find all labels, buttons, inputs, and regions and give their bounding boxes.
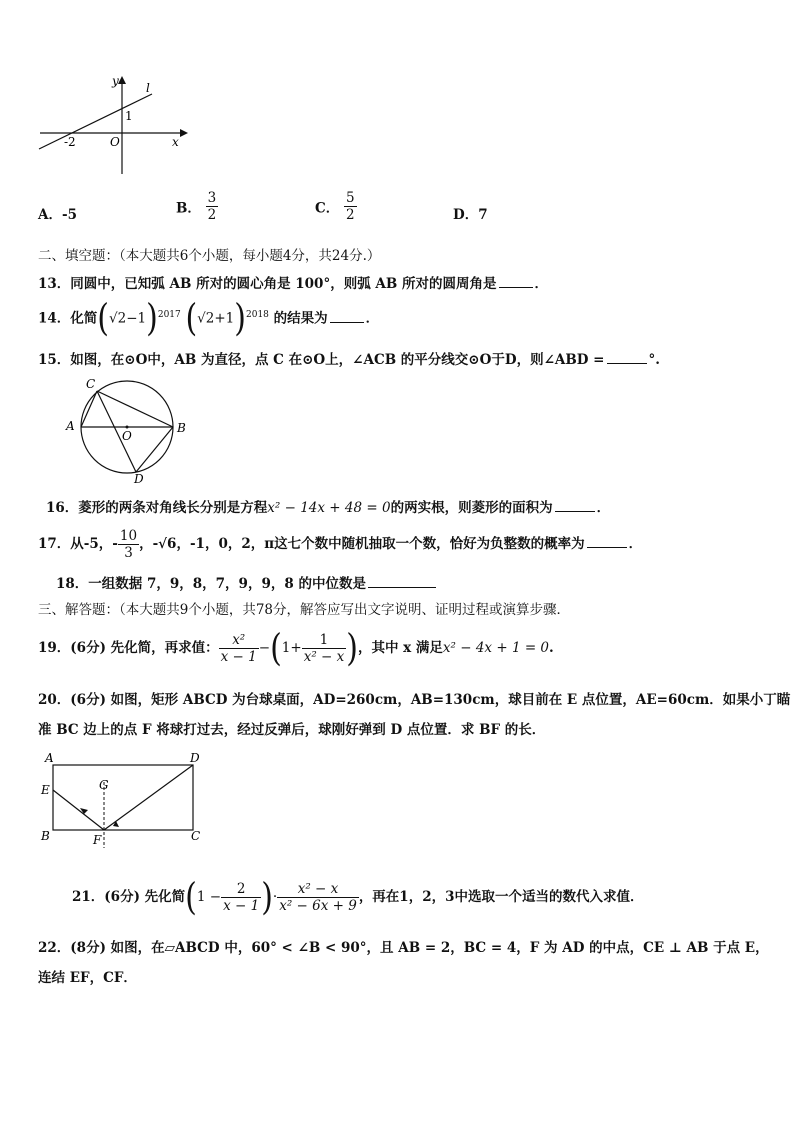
q19-minus: − <box>258 640 271 656</box>
q14-root2: √2 <box>197 310 215 327</box>
q19-end: . <box>549 640 554 656</box>
figure-billiard-table <box>36 748 216 852</box>
q19-f2-num: 1 <box>302 632 347 649</box>
q17-mid: ，-√6，-1，0，2，π这七个数中随机抽取一个数，恰好为负整数的概率为 <box>139 536 585 552</box>
q13-answer-blank <box>499 286 533 288</box>
q21-post: ，再在1，2，3中选取一个适当的数代入求值． <box>358 889 644 905</box>
q15-answer-blank <box>607 362 647 364</box>
section3-header: 三、解答题：（本大题共9个小题，共78分，解答应写出文字说明、证明过程或演算步骤． <box>38 602 571 618</box>
question-17 <box>38 524 642 564</box>
q19-post: ，其中 x 满足 <box>357 640 443 656</box>
question-20-line1: 20．(6分) 如图，矩形 ABCD 为台球桌面，AD=260cm，AB=130cm，球目前在 E 点位置，AE=60cm．如果小丁瞄 <box>38 692 791 708</box>
table-point-b: B <box>41 829 50 843</box>
q19-f1-den: x − 1 <box>220 649 257 665</box>
q21-one-minus: 1 − <box>196 889 222 905</box>
intercept-minus2: -2 <box>64 135 76 149</box>
option-d: D．7 <box>453 207 488 223</box>
point-b: B <box>177 421 186 435</box>
q14-post: 的结果为 <box>273 310 328 327</box>
y-axis-label: y <box>112 74 119 88</box>
x-axis-label: x <box>172 135 179 149</box>
option-b-num: 3 <box>207 190 217 206</box>
q16-equation: x² − 14x + 48 = 0 <box>267 500 391 516</box>
q14-minus1: −1 <box>126 310 147 327</box>
q19-fraction2 <box>302 632 347 665</box>
point-a: A <box>66 419 75 433</box>
question-20-line2: 准 BC 边上的点 F 将球打过去，经过反弹后，球刚好弹到 D 点位置．求 BF 的长． <box>38 722 546 738</box>
point-d: D <box>134 472 144 484</box>
question-19: 19．(6分) 先化简，再求值： $\frac{\text{x²}}{x - 1}$ −(1+ $\frac{1}{\text{x² − x}}$ )，其中 x 满足x² − 4x + 1 = 0. <box>38 626 554 670</box>
q14-plus1: +1 <box>214 310 235 327</box>
q16-end: ． <box>596 500 611 516</box>
q15-text: 15．如图，在⊙O中，AB 为直径，点 C 在⊙O上，∠ACB 的平分线交⊙O于D，则∠ABD = <box>38 352 605 368</box>
table-point-f: F <box>93 833 102 847</box>
question-21: 21．(6分) 先化简(1 − $\frac{2}{x - 1}$ )· $\frac{\text{x² − x}}{\text{x² − 6x + 9}}$ ，再在1，2，3中选取一个适当的数代入求值． <box>72 875 644 919</box>
line-label: l <box>146 81 150 95</box>
q16-answer-blank <box>555 510 595 512</box>
question-16 <box>46 496 610 516</box>
q17-num: 10 <box>119 528 138 544</box>
q21-dot: · <box>272 889 278 905</box>
q17-den: 3 <box>124 545 133 561</box>
figure-line-graph <box>32 70 192 180</box>
question-15 <box>38 348 660 368</box>
q19-f1-num: x² <box>219 632 259 649</box>
q16-post: 的两实根，则菱形的面积为 <box>390 500 553 516</box>
table-point-a: A <box>45 751 54 765</box>
question-14: 14．化简$(√2-1)^{2017}$ $(√2+1)^{2018}$ 的结果为 ． <box>38 296 380 341</box>
q17-fraction <box>118 528 139 561</box>
q18-answer-blank <box>368 586 436 588</box>
figure-circle <box>60 372 200 484</box>
option-c <box>315 190 357 223</box>
q17-answer-blank <box>587 546 627 548</box>
q19-fraction1 <box>219 632 259 665</box>
option-a: A．-5 <box>38 207 77 223</box>
q13-text: 13．同圆中，已知弧 AB 所对的圆心角是 100°，则弧 AB 所对的圆周角是 <box>38 276 497 292</box>
q17-pre: 17．从-5，- <box>38 536 118 552</box>
option-b-fraction <box>206 190 219 223</box>
q19-pre: 19．(6分) 先化简，再求值： <box>38 640 219 656</box>
question-22-line1: 22．(8分) 如图，在▱ABCD 中，60° < ∠B < 90°，且 AB = 2，BC = 4，F 为 AD 的中点，CE ⊥ AB 于点 E， <box>38 940 769 956</box>
q21-f2-den: x² − 6x + 9 <box>279 898 357 914</box>
question-13 <box>38 272 548 292</box>
q14-root1: √2 <box>109 310 127 327</box>
question-22-line2: 连结 EF，CF． <box>38 970 137 986</box>
q21-f2-num: x² − x <box>277 881 359 898</box>
point-c: C <box>86 377 96 391</box>
table-point-e: E <box>41 783 50 797</box>
q15-end: °. <box>648 352 660 368</box>
q21-fraction1 <box>221 881 261 914</box>
q14-exp2: 2018 <box>246 310 269 320</box>
option-b-label: B． <box>176 200 201 217</box>
q16-pre: 16．菱形的两条对角线长分别是方程 <box>46 500 268 516</box>
intercept-one: 1 <box>125 109 133 123</box>
q17-end: ． <box>628 536 643 552</box>
option-c-den: 2 <box>345 207 355 223</box>
option-c-label: C． <box>315 200 340 217</box>
point-o: O <box>122 429 132 443</box>
q19-one-plus: 1+ <box>281 640 302 656</box>
section2-header: 二、填空题：（本大题共6个小题，每小题4分，共24分.） <box>38 248 381 264</box>
option-b-den: 2 <box>207 207 217 223</box>
q14-exp1: 2017 <box>157 310 181 320</box>
q13-end: ． <box>534 276 548 292</box>
q21-f1-num: 2 <box>221 881 261 898</box>
q14-end: ． <box>365 310 380 327</box>
q19-equation: x² − 4x + 1 = 0 <box>442 640 550 656</box>
q18-text: 18．一组数据 7，9，8，7，9，9，8 的中位数是 <box>56 576 366 592</box>
option-c-fraction <box>344 190 357 223</box>
question-18 <box>56 572 438 592</box>
q21-f1-den: x − 1 <box>223 898 260 914</box>
q21-pre: 21．(6分) 先化简 <box>72 889 186 905</box>
option-b <box>176 190 218 223</box>
q14-pre: 14．化简 <box>38 310 98 327</box>
q19-f2-den: x² − x <box>303 649 345 665</box>
q21-fraction2 <box>277 881 359 914</box>
origin-label: O <box>110 135 120 149</box>
table-point-d: D <box>190 751 200 765</box>
table-point-g: G <box>99 778 109 792</box>
option-c-num: 5 <box>345 190 355 206</box>
q14-answer-blank <box>330 321 364 323</box>
table-point-c: C <box>191 829 201 843</box>
